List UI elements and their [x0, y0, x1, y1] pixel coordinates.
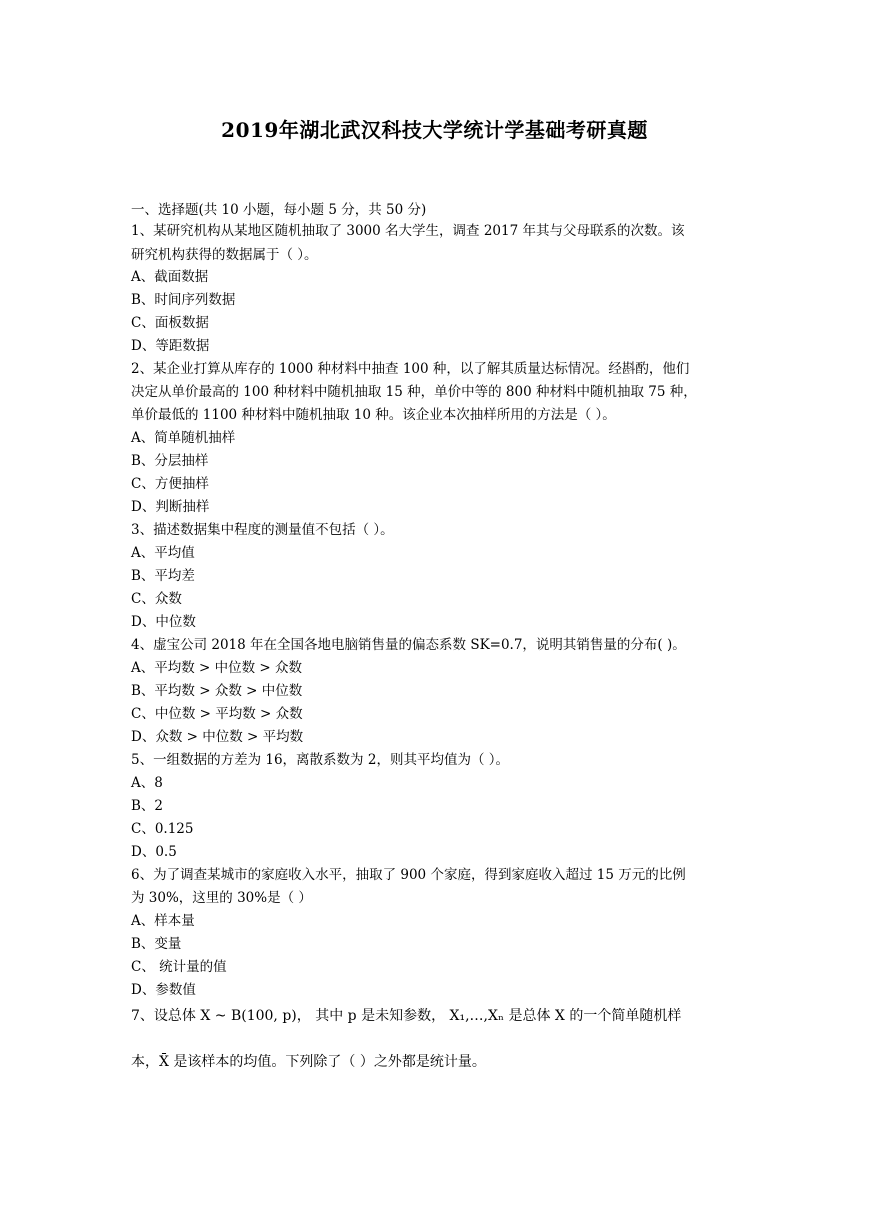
- text-line: C、0.125: [131, 821, 194, 837]
- text-line: 6、为了调查某城市的家庭收入水平，抽取了 900 个家庭，得到家庭收入超过 15 万元的比例: [131, 867, 686, 883]
- text-line: 7、设总体 X ~ B(100, p)， 其中 p 是未知参数， X₁,…,Xₙ 是总体 X 的一个简单随机样: [131, 1008, 682, 1024]
- text-line: 1、某研究机构从某地区随机抽取了 3000 名大学生，调查 2017 年其与父母联系的次数。该: [131, 223, 685, 239]
- text-line: B、平均差: [131, 568, 195, 584]
- text-line: B、平均数 > 众数 > 中位数: [131, 683, 303, 699]
- text-line: D、0.5: [131, 844, 177, 860]
- text-line: D、中位数: [131, 614, 196, 630]
- text-line: A、平均值: [131, 545, 195, 561]
- text-line: A、平均数 > 中位数 > 众数: [131, 660, 303, 676]
- text-line: 3、描述数据集中程度的测量值不包括（ ）。: [131, 522, 394, 538]
- text-line: A、简单随机抽样: [131, 430, 236, 446]
- text-line: 本，X̄ 是该样本的均值。下列除了（ ）之外都是统计量。: [131, 1054, 486, 1070]
- text-line: 研究机构获得的数据属于（ ）。: [131, 247, 318, 263]
- text-line: D、众数 > 中位数 > 平均数: [131, 729, 304, 745]
- text-line: C、面板数据: [131, 315, 209, 331]
- text-line: A、截面数据: [131, 269, 209, 285]
- text-line: 单价最低的 1100 种材料中随机抽取 10 种。该企业本次抽样所用的方法是（ ）。: [131, 407, 616, 423]
- text-line: D、等距数据: [131, 338, 210, 354]
- text-line: 2、某企业打算从库存的 1000 种材料中抽查 100 种，以了解其质量达标情况。经斟酌，他们: [131, 361, 690, 377]
- text-line: 5、一组数据的方差为 16，离散系数为 2，则其平均值为（ ）。: [131, 752, 509, 768]
- text-line: D、判断抽样: [131, 499, 210, 515]
- text-line: B、2: [131, 798, 164, 814]
- text-line: A、样本量: [131, 913, 195, 929]
- text-line: C、中位数 > 平均数 > 众数: [131, 706, 303, 722]
- text-line: C、众数: [131, 591, 182, 607]
- text-line: B、变量: [131, 936, 182, 952]
- document-title: 2019年湖北武汉科技大学统计学基础考研真题: [221, 118, 648, 142]
- text-line: 为 30%，这里的 30%是（ ）: [131, 890, 312, 906]
- text-line: B、时间序列数据: [131, 292, 236, 308]
- text-line: 一、选择题(共 10 小题，每小题 5 分，共 50 分): [131, 202, 427, 218]
- text-line: D、参数值: [131, 982, 196, 998]
- text-line: B、分层抽样: [131, 453, 209, 469]
- text-line: 4、虚宝公司 2018 年在全国各地电脑销售量的偏态系数 SK=0.7，说明其销售量的分布( )。: [131, 637, 686, 653]
- text-line: A、8: [131, 775, 163, 791]
- text-line: C、 统计量的值: [131, 959, 227, 975]
- text-line: 决定从单价最高的 100 种材料中随机抽取 15 种，单价中等的 800 种材料中随机抽取 75 种，: [131, 384, 697, 400]
- text-line: C、方便抽样: [131, 476, 209, 492]
